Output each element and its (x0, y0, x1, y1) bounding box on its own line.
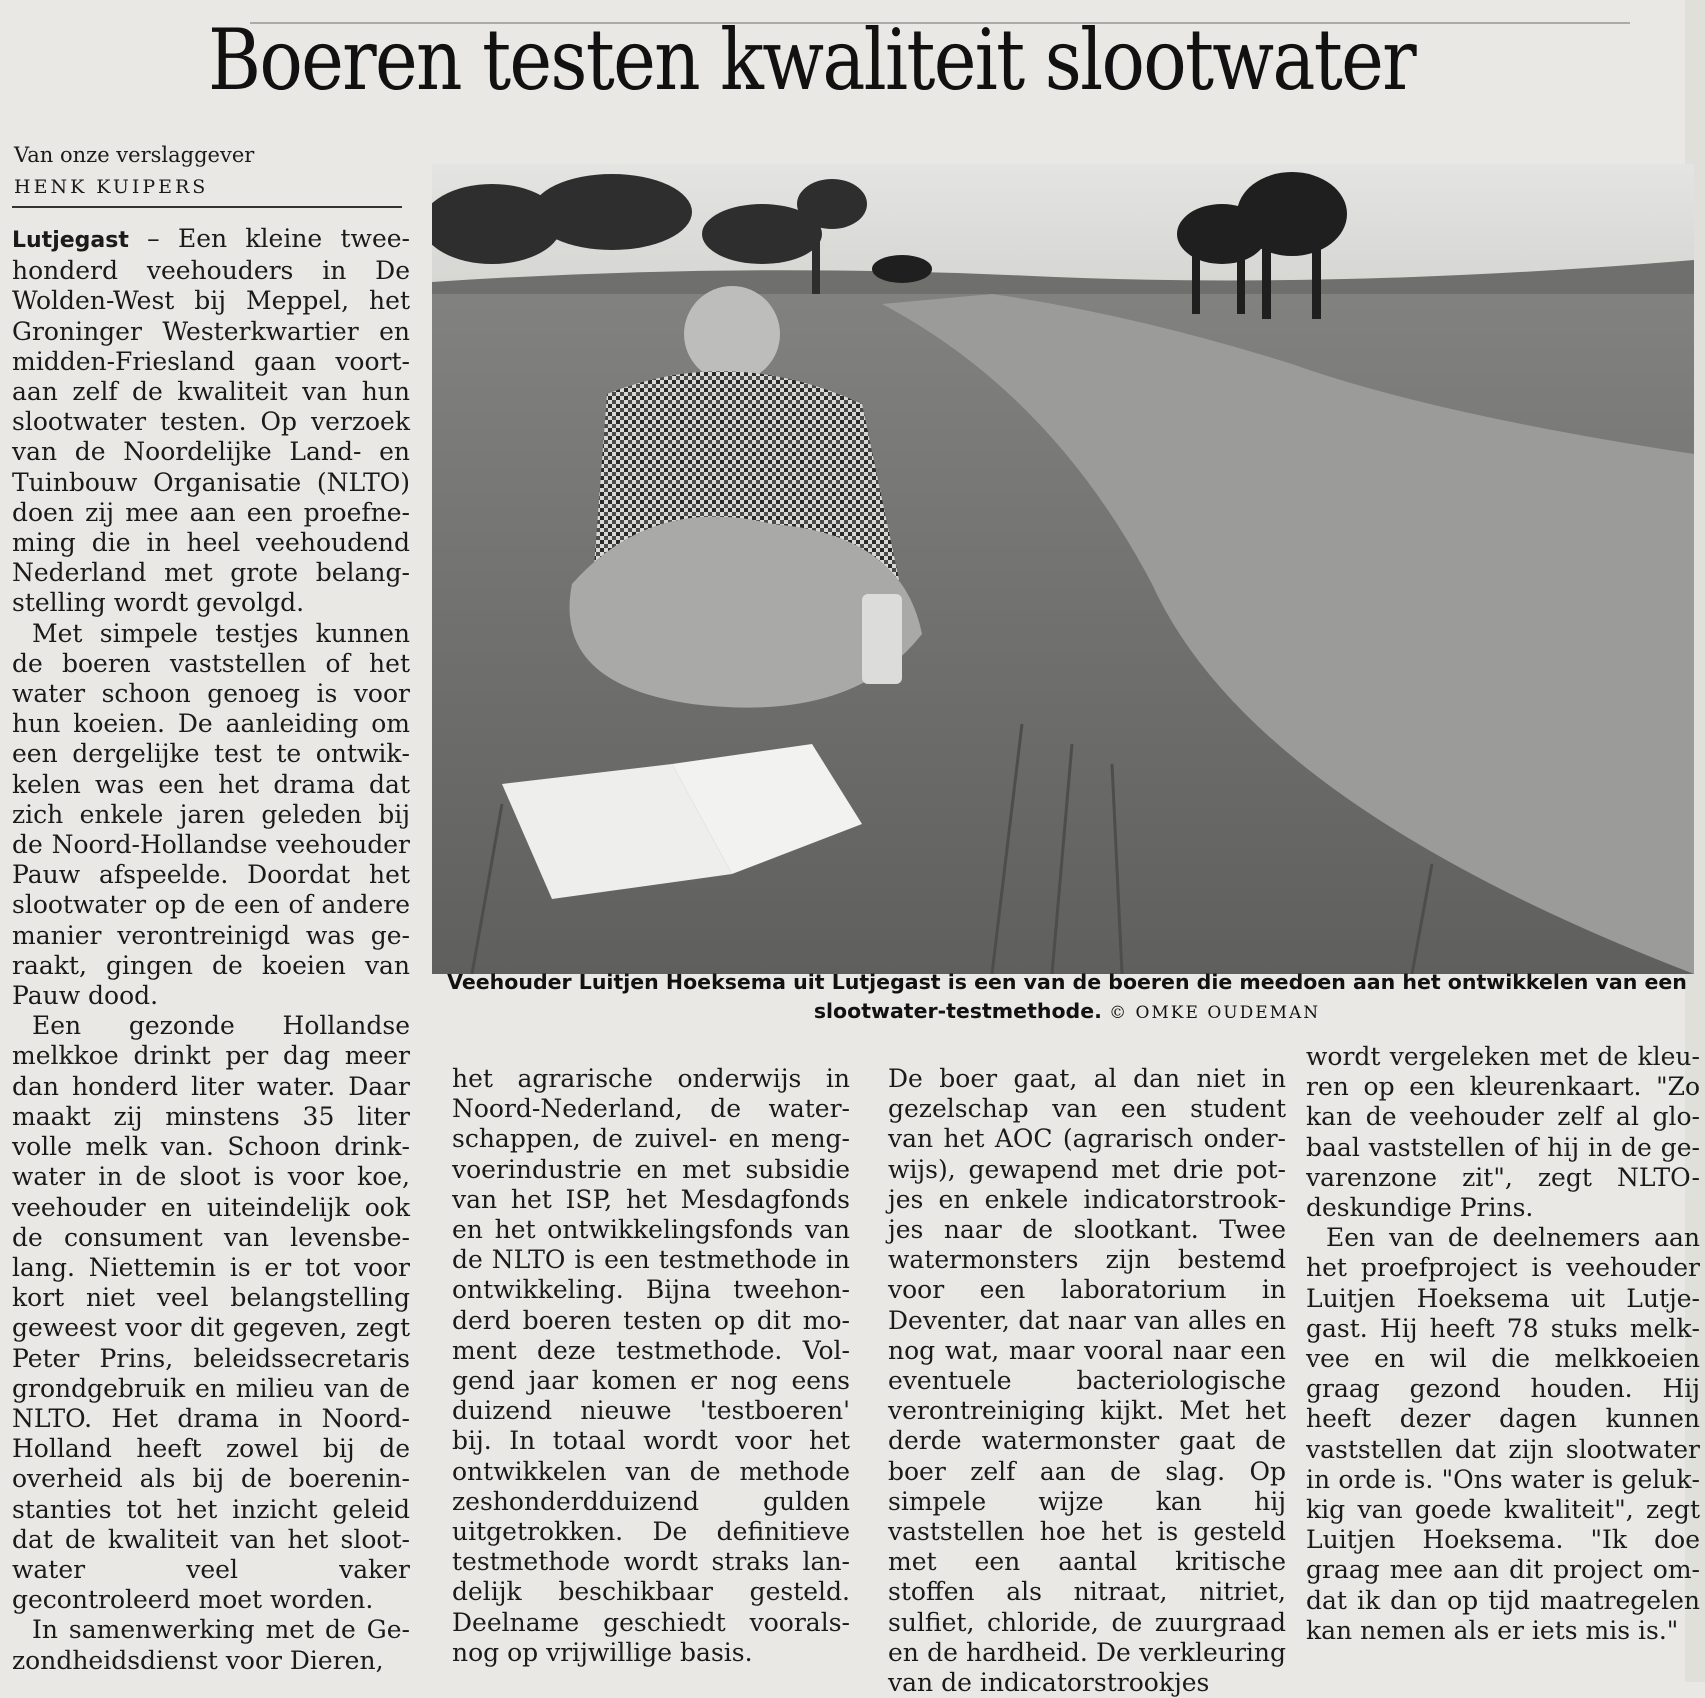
byline-author: HENK KUIPERS (14, 176, 209, 198)
article-column-3 (888, 1064, 1286, 1698)
article-photo (432, 164, 1694, 974)
paragraph: Een van de deelnemers aan het proefproject is veehouder Luitjen Hoeksema uit Lutjegast. Hij heeft 78 stuks melkvee en wil die melkkoeien graag gezond houden. Hij heeft dezer dagen kunnen vaststellen dat zijn slootwater in orde is. "Ons water is gelukkig van goede kwaliteit", zegt Luitjen Hoeksema. "Ik doe graag mee aan dit project omdat ik dan op tijd maatregelen kan nemen als er iets mis is." (1306, 1223, 1700, 1645)
farmer-field-photo (432, 164, 1694, 974)
article-column-1 (12, 224, 410, 1676)
sample-bottle (862, 594, 902, 684)
paragraph: De boer gaat, al dan niet in gezelschap van een student van het AOC (agrarisch onderwijs), gewapend met drie potjes en enkele indicatorstrookjes naar de slootkant. Twee watermonsters zijn bestemd voor een laboratorium in Deventer, dat naar van alles en nog wat, maar vooral naar een eventuele bacteriologische verontreiniging kijkt. Met het derde watermonster gaat de boer zelf aan de slag. Op simpele wijze kan hij vaststellen hoe het is gesteld met een aantal kritische stoffen als nitraat, nitriet, sulfiet, chloride, de zuurgraad en de hardheid. De verkleuring van de indicatorstrookjes (888, 1064, 1286, 1698)
byline-divider (12, 206, 402, 208)
paragraph: In samenwerking met de Gezondheidsdienst voor Dieren, (12, 1615, 410, 1675)
photo-caption: Veehouder Luitjen Hoeksema uit Lutjegast is een van de boeren die meedoen aan het ontwikkelen van een slootwater-testmethode. (447, 970, 1687, 1023)
paragraph: wordt vergeleken met de kleuren op een kleurenkaart. "Zo kan de veehouder zelf al globaal vaststellen of hij in de gevarenzone zit", zegt NLTO-deskundige Prins. (1306, 1042, 1700, 1223)
paragraph: het agrarische onderwijs in Noord-Nederland, de waterschappen, de zuivel- en mengvoerindustrie en met subsidie van het ISP, het Mesdagfonds en het ontwikkelingsfonds van de NLTO is een testmethode in ontwikkeling. Bijna tweehonderd boeren testen op dit moment deze testmethode. Volgend jaar komen er nog eens duizend nieuwe 'testboeren' bij. In totaal wordt voor het ontwikkelen van de methode zeshonderdduizend gulden uitgetrokken. De definitieve testmethode wordt straks landelijk beschikbaar gesteld. Deelname geschiedt vooralsnog op vrijwillige basis. (452, 1064, 850, 1667)
article-column-2 (452, 1064, 850, 1668)
article-column-4 (1306, 1042, 1700, 1646)
article-headline: Boeren testen kwaliteit slootwater (208, 11, 1415, 109)
paragraph: Een gezonde Hollandse melkkoe drinkt per dag meer dan honderd liter water. Daar maakt zij minstens 35 liter volle melk van. Schoon drinkwater in de sloot is voor koe, veehouder en uiteindelijk ook de consument van levensbelang. Niettemin is er tot voor kort niet veel belangstelling geweest voor dit gegeven, zegt Peter Prins, beleidssecretaris grondgebruik en milieu van de NLTO. Het drama in Noord-Holland heeft zowel bij de overheid als bij de boereninstanties tot het inzicht geleid dat de kwaliteit van het slootwater veel vaker gecontroleerd moet worden. (12, 1011, 410, 1615)
byline-prefix: Van onze verslaggever (14, 143, 255, 167)
lead-paragraph (12, 224, 410, 619)
photo-credit: © OMKE OUDEMAN (1109, 1003, 1321, 1023)
photo-caption-block (436, 968, 1698, 1028)
dateline-place: Lutjegast (12, 228, 129, 253)
lead-text: – Een kleine tweehonderd veehouders in De Wolden-West bij Meppel, het Groninger Westerkwartier en midden-Friesland gaan voortaan zelf de kwaliteit van hun slootwater testen. Op verzoek van de Noordelijke Land- en Tuinbouw Organisatie (NLTO) doen zij mee aan een proefneming die in heel veehoudend Nederland met grote belangstelling wordt gevolgd. (12, 224, 410, 618)
paragraph: Met simpele testjes kunnen de boeren vaststellen of het water schoon genoeg is voor hun koeien. De aanleiding om een dergelijke test te ontwikkelen was een het drama dat zich enkele jaren geleden bij de Noord-Hollandse veehouder Pauw afspeelde. Doordat het slootwater op de een of andere manier verontreinigd was geraakt, gingen de koeien van Pauw dood. (12, 618, 410, 1011)
